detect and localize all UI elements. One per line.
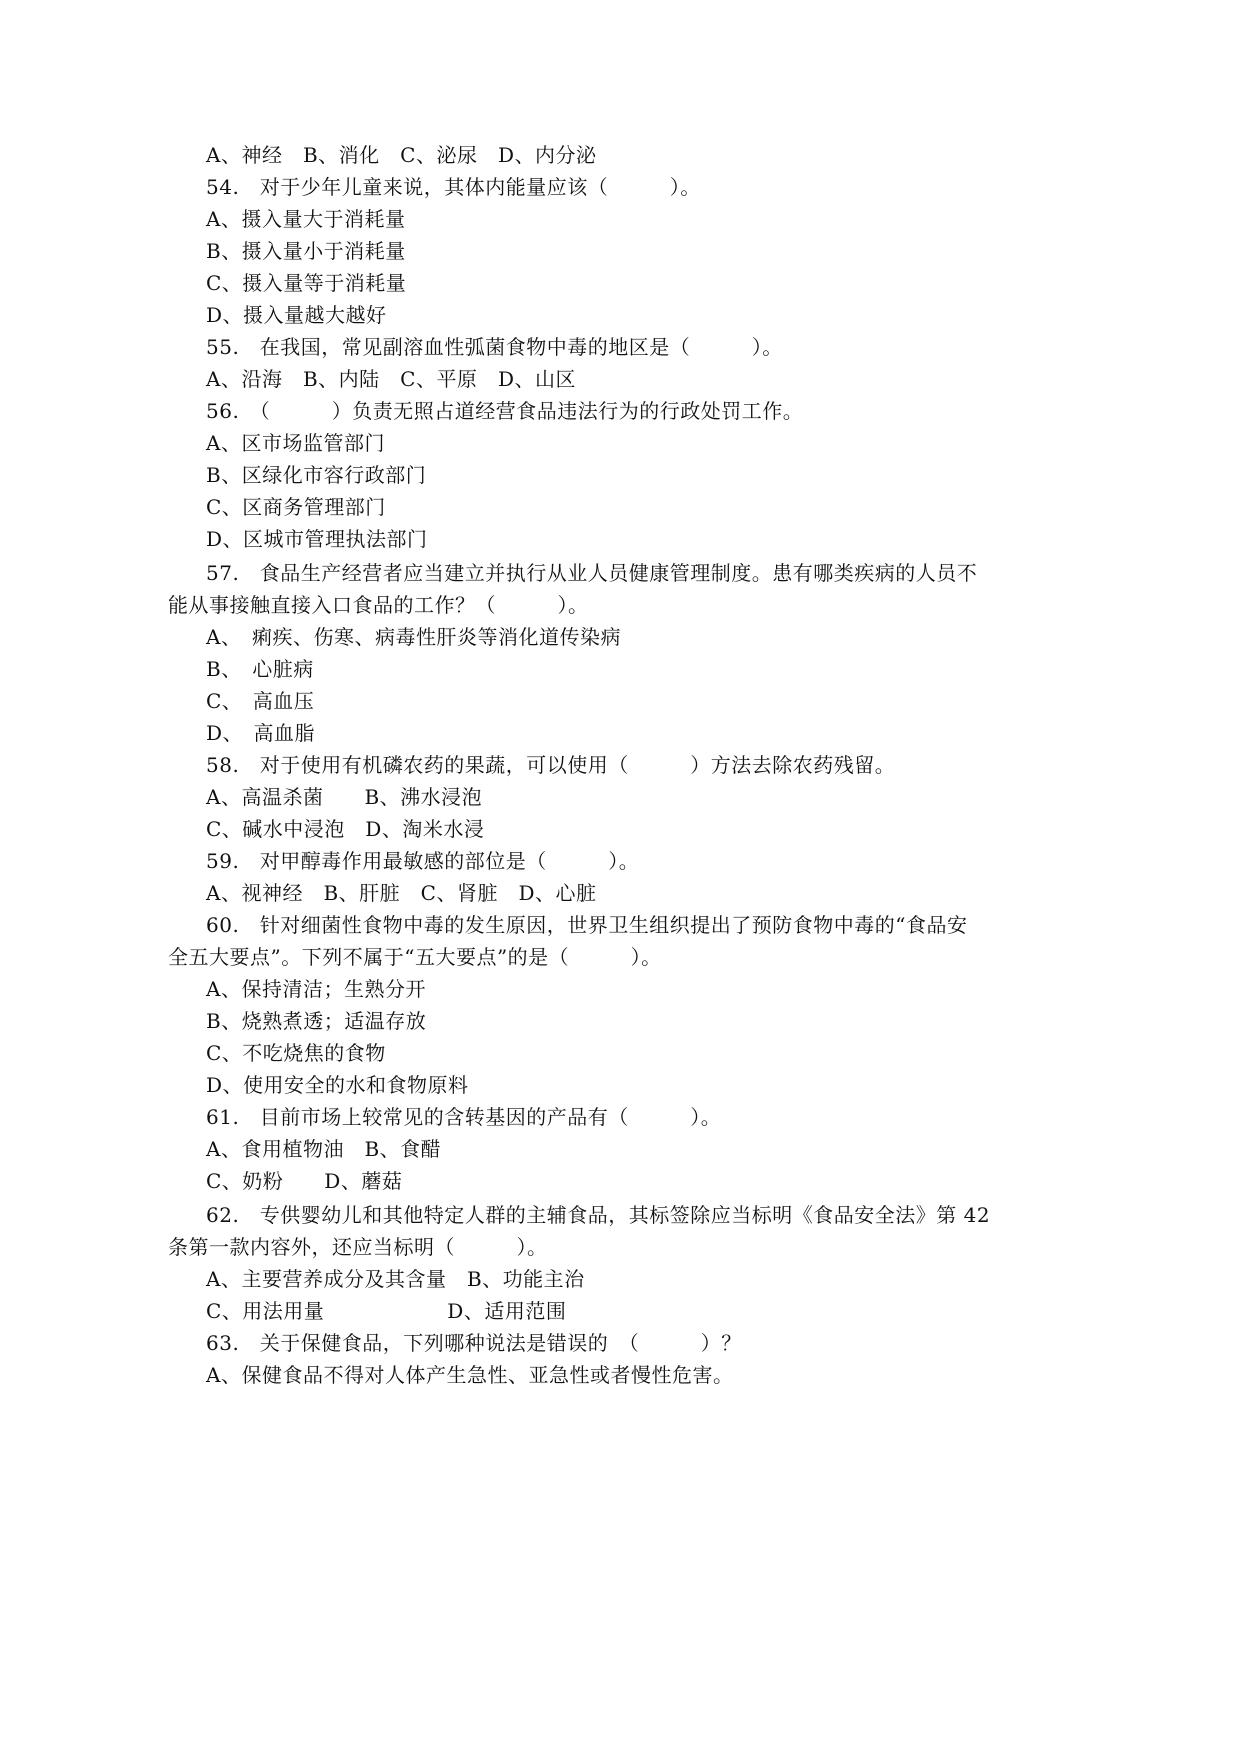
option-line: B、摄入量小于消耗量 bbox=[206, 239, 406, 263]
option-line: D、使用安全的水和食物原料 bbox=[206, 1073, 469, 1097]
question-62-continued: 条第一款内容外，还应当标明（ ）。 bbox=[168, 1235, 548, 1259]
option-line: C、摄入量等于消耗量 bbox=[206, 271, 407, 295]
question-57: 57. 食品生产经营者应当建立并执行从业人员健康管理制度。患有哪类疾病的人员不 bbox=[206, 561, 978, 585]
option-line: B、区绿化市容行政部门 bbox=[206, 463, 427, 487]
option-line: D、摄入量越大越好 bbox=[206, 303, 387, 327]
option-line: A、摄入量大于消耗量 bbox=[206, 207, 406, 231]
option-line: C、用法用量 D、适用范围 bbox=[206, 1299, 567, 1323]
question-61: 61. 目前市场上较常见的含转基因的产品有（ ）。 bbox=[206, 1105, 722, 1129]
question-63: 63. 关于保健食品，下列哪种说法是错误的 （ ）？ bbox=[206, 1331, 742, 1355]
question-56: 56. （ ）负责无照占道经营食品违法行为的行政处罚工作。 bbox=[206, 399, 804, 423]
option-line: A、保持清洁；生熟分开 bbox=[206, 977, 426, 1001]
option-line: A、沿海 B、内陆 C、平原 D、山区 bbox=[206, 367, 576, 391]
option-line: A、 痢疾、伤寒、病毒性肝炎等消化道传染病 bbox=[206, 625, 621, 649]
option-line: A、保健食品不得对人体产生急性、亚急性或者慢性危害。 bbox=[206, 1363, 734, 1387]
option-line: A、主要营养成分及其含量 B、功能主治 bbox=[206, 1267, 585, 1291]
option-line: A、神经 B、消化 C、泌尿 D、内分泌 bbox=[206, 143, 597, 167]
option-line: C、区商务管理部门 bbox=[206, 495, 386, 519]
option-line: B、 心脏病 bbox=[206, 657, 314, 681]
question-54: 54. 对于少年儿童来说，其体内能量应该（ ）。 bbox=[206, 175, 701, 199]
question-60: 60. 针对细菌性食物中毒的发生原因，世界卫生组织提出了预防食物中毒的“食品安 bbox=[206, 913, 968, 937]
option-line: B、烧熟煮透；适温存放 bbox=[206, 1009, 427, 1033]
option-line: C、奶粉 D、蘑菇 bbox=[206, 1169, 403, 1193]
question-58: 58. 对于使用有机磷农药的果蔬，可以使用（ ）方法去除农药残留。 bbox=[206, 753, 896, 777]
question-62: 62. 专供婴幼儿和其他特定人群的主辅食品，其标签除应当标明《食品安全法》第 42 bbox=[206, 1203, 991, 1227]
option-line: C、 高血压 bbox=[206, 689, 315, 713]
option-line: C、不吃烧焦的食物 bbox=[206, 1041, 386, 1065]
question-60-continued: 全五大要点”。下列不属于“五大要点”的是（ ）。 bbox=[168, 945, 662, 969]
option-line: A、高温杀菌 B、沸水浸泡 bbox=[206, 785, 483, 809]
option-line: A、食用植物油 B、食醋 bbox=[206, 1137, 442, 1161]
option-line: A、视神经 B、肝脏 C、肾脏 D、心脏 bbox=[206, 881, 597, 905]
option-line: A、区市场监管部门 bbox=[206, 431, 385, 455]
question-59: 59. 对甲醇毒作用最敏感的部位是（ ）。 bbox=[206, 849, 640, 873]
option-line: D、 高血脂 bbox=[206, 721, 316, 745]
option-line: D、区城市管理执法部门 bbox=[206, 527, 428, 551]
question-57-continued: 能从事接触直接入口食品的工作？（ ）。 bbox=[168, 593, 589, 617]
question-55: 55. 在我国，常见副溶血性弧菌食物中毒的地区是（ ）。 bbox=[206, 335, 783, 359]
option-line: C、碱水中浸泡 D、淘米水浸 bbox=[206, 817, 485, 841]
